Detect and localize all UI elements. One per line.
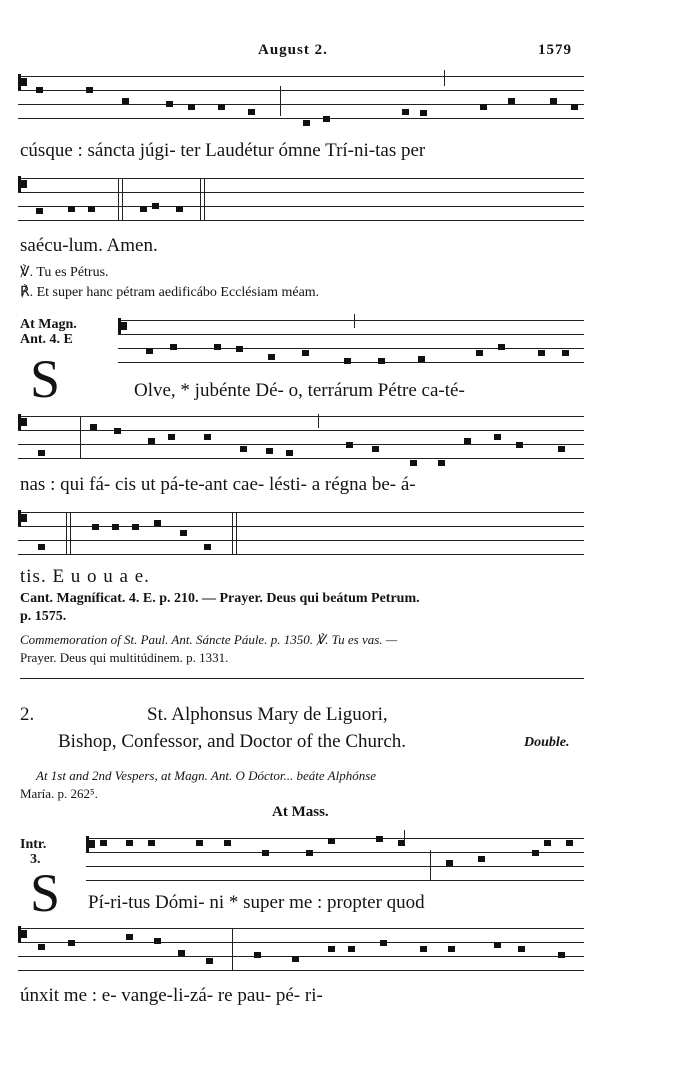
do-clef-icon [118, 318, 121, 334]
staff-1 [18, 76, 584, 124]
staff-3 [118, 320, 584, 368]
do-clef-icon [18, 926, 21, 942]
response: ℟. Et super hanc pétram aedificábo Ecclésiam méam. [20, 285, 320, 300]
running-head: August 2. [258, 42, 328, 58]
initial-s: S [30, 349, 61, 409]
section-number: 2. [20, 704, 35, 725]
lyric-line-5: tis. E u o u a e. [20, 566, 150, 587]
lyric-line-7: únxit me : e- vange-li-zá- re pau- pé- ri- [20, 985, 323, 1006]
magn-label: At Magn. [20, 317, 77, 332]
ant-label: Ant. 4. E [20, 332, 73, 347]
introit-mode: 3. [30, 852, 41, 867]
rank: Double. [524, 735, 570, 750]
section-subtitle: Bishop, Confessor, and Doctor of the Church. [58, 731, 407, 752]
lyric-line-2: saécu-lum. Amen. [20, 235, 158, 256]
lyric-line-3: Olve, * jubénte Dé- o, terrárum Pétre ca-té- [134, 380, 465, 401]
staff-2 [18, 178, 584, 226]
commemoration: Commemoration of St. Paul. Ant. Sáncte Páule. p. 1350. ℣. Tu es vas. — [20, 632, 398, 647]
vespers-page: María. p. 262⁵. [20, 786, 98, 801]
lyric-line-4: nas : qui fá- cis ut pá-te-ant cae- lésti- a régna be- á- [20, 474, 416, 495]
staff-5 [18, 512, 584, 560]
staff-7 [18, 928, 584, 976]
commemoration-prayer: Prayer. Deus qui multitúdinem. p. 1331. [20, 650, 229, 665]
do-clef-icon [18, 510, 21, 526]
do-clef-icon [86, 836, 89, 852]
staff-6 [86, 838, 584, 886]
versicle: ℣. Tu es Pétrus. [20, 265, 109, 280]
section-title: St. Alphonsus Mary de Liguori, [147, 704, 388, 725]
initial-s-introit: S [30, 863, 61, 923]
vespers-rubric: At 1st and 2nd Vespers, at Magn. Ant. O Dóctor... beáte Alphónse [36, 768, 377, 783]
lyric-line-1: cúsque : sáncta júgi- ter Laudétur ómne Trí-ni-tas per [20, 140, 426, 161]
at-mass-heading: At Mass. [272, 804, 329, 820]
canticle-rubric: Cant. Magníficat. 4. E. p. 210. — Prayer. Deus qui beátum Petrum. [20, 591, 420, 606]
introit-label: Intr. [20, 837, 47, 852]
page-number: 1579 [538, 42, 572, 58]
section-rule [20, 678, 584, 679]
lyric-line-6: Pí-ri-tus Dómi- ni * super me : propter quod [88, 892, 425, 913]
do-clef-icon [18, 414, 21, 430]
do-clef-icon [18, 74, 21, 90]
do-clef-icon [18, 176, 21, 192]
staff-4 [18, 416, 584, 464]
canticle-page: p. 1575. [20, 609, 67, 624]
